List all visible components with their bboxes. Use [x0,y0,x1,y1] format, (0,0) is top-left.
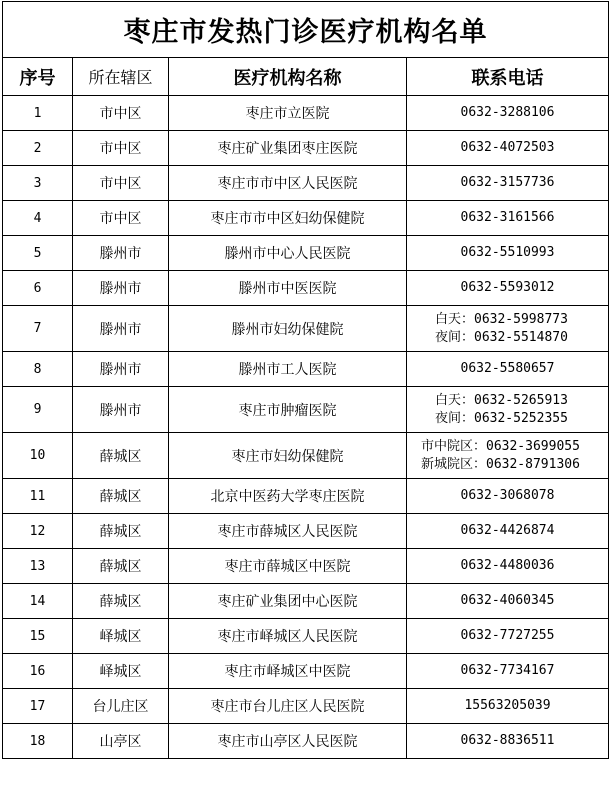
row-index: 7 [3,306,73,352]
phone-line: 0632-3288106 [460,105,555,120]
phone-line: 夜间：0632-5252355 [435,410,568,426]
row-phone [407,201,609,236]
row-institution: 枣庄市肿瘤医院 [169,387,407,433]
row-district: 滕州市 [73,352,169,387]
row-district: 薛城区 [73,479,169,514]
phone-line: 夜间：0632-5514870 [435,329,568,345]
header-district: 所在辖区 [73,58,169,96]
row-phone [407,166,609,201]
row-index: 3 [3,166,73,201]
phone-line: 0632-7734167 [460,663,555,678]
phone-line: 0632-4060345 [460,593,555,608]
table-row [3,619,609,654]
phone-line: 0632-4426874 [460,523,555,538]
row-district: 市中区 [73,96,169,131]
row-index: 11 [3,479,73,514]
row-index: 17 [3,689,73,724]
fever-clinic-table [2,1,609,759]
row-index: 15 [3,619,73,654]
row-district: 市中区 [73,131,169,166]
row-institution: 滕州市中医医院 [169,271,407,306]
row-district: 峄城区 [73,619,169,654]
row-index: 14 [3,584,73,619]
table-row [3,166,609,201]
row-institution: 枣庄市台儿庄区人民医院 [169,689,407,724]
row-phone [407,654,609,689]
header-row [3,58,609,96]
row-phone [407,619,609,654]
table-row [3,201,609,236]
row-phone [407,271,609,306]
row-institution: 滕州市中心人民医院 [169,236,407,271]
phone-line: 0632-3068078 [460,488,555,503]
row-institution: 枣庄市山亭区人民医院 [169,724,407,759]
row-phone [407,96,609,131]
table-row [3,689,609,724]
row-institution: 枣庄矿业集团中心医院 [169,584,407,619]
row-institution: 枣庄市市中区人民医院 [169,166,407,201]
table-row [3,584,609,619]
phone-line: 新城院区：0632-8791306 [421,456,580,472]
row-district: 山亭区 [73,724,169,759]
row-district: 滕州市 [73,271,169,306]
table-row [3,654,609,689]
row-index: 8 [3,352,73,387]
row-phone [407,514,609,549]
phone-line: 0632-3161566 [460,210,555,225]
row-phone [407,306,609,352]
row-index: 4 [3,201,73,236]
table-row [3,306,609,352]
row-phone [407,584,609,619]
row-index: 2 [3,131,73,166]
header-index: 序号 [3,58,73,96]
phone-line: 0632-5510993 [460,245,555,260]
row-district: 薛城区 [73,584,169,619]
row-index: 10 [3,433,73,479]
row-phone [407,689,609,724]
row-phone [407,549,609,584]
phone-line: 0632-5593012 [460,280,555,295]
table-title: 枣庄市发热门诊医疗机构名单 [3,2,609,58]
phone-line: 0632-7727255 [460,628,555,643]
row-phone [407,479,609,514]
row-district: 滕州市 [73,306,169,352]
row-district: 滕州市 [73,387,169,433]
row-institution: 枣庄市妇幼保健院 [169,433,407,479]
phone-line: 0632-8836511 [460,733,555,748]
row-index: 12 [3,514,73,549]
row-institution: 滕州市工人医院 [169,352,407,387]
row-index: 18 [3,724,73,759]
row-phone [407,387,609,433]
row-index: 13 [3,549,73,584]
row-phone [407,236,609,271]
table-row [3,236,609,271]
row-index: 1 [3,96,73,131]
table-row [3,352,609,387]
row-district: 峄城区 [73,654,169,689]
row-district: 薛城区 [73,549,169,584]
header-institution: 医疗机构名称 [169,58,407,96]
table-row [3,96,609,131]
row-index: 6 [3,271,73,306]
row-district: 市中区 [73,166,169,201]
phone-line: 0632-5580657 [460,361,555,376]
row-institution: 滕州市妇幼保健院 [169,306,407,352]
phone-line: 市中院区：0632-3699055 [421,438,580,454]
row-index: 5 [3,236,73,271]
row-institution: 枣庄市薛城区人民医院 [169,514,407,549]
table-row [3,724,609,759]
row-institution: 枣庄市市中区妇幼保健院 [169,201,407,236]
row-district: 市中区 [73,201,169,236]
phone-line: 0632-3157736 [460,175,555,190]
table-row [3,549,609,584]
row-institution: 枣庄市峄城区中医院 [169,654,407,689]
row-district: 薛城区 [73,433,169,479]
row-phone [407,433,609,479]
phone-line: 0632-4480036 [460,558,555,573]
row-district: 薛城区 [73,514,169,549]
row-phone [407,352,609,387]
row-institution: 枣庄市峄城区人民医院 [169,619,407,654]
row-district: 台儿庄区 [73,689,169,724]
table-row [3,479,609,514]
phone-line: 15563205039 [464,698,551,713]
row-institution: 枣庄市立医院 [169,96,407,131]
row-index: 9 [3,387,73,433]
phone-line: 0632-4072503 [460,140,555,155]
row-institution: 枣庄市薛城区中医院 [169,549,407,584]
row-index: 16 [3,654,73,689]
row-institution: 北京中医药大学枣庄医院 [169,479,407,514]
table-row [3,271,609,306]
header-phone: 联系电话 [407,58,609,96]
row-phone [407,724,609,759]
phone-line: 白天：0632-5265913 [435,392,568,408]
phone-line: 白天：0632-5998773 [435,311,568,327]
table-row [3,514,609,549]
table-row [3,433,609,479]
table-row [3,131,609,166]
row-phone [407,131,609,166]
row-institution: 枣庄矿业集团枣庄医院 [169,131,407,166]
row-district: 滕州市 [73,236,169,271]
table-row [3,387,609,433]
